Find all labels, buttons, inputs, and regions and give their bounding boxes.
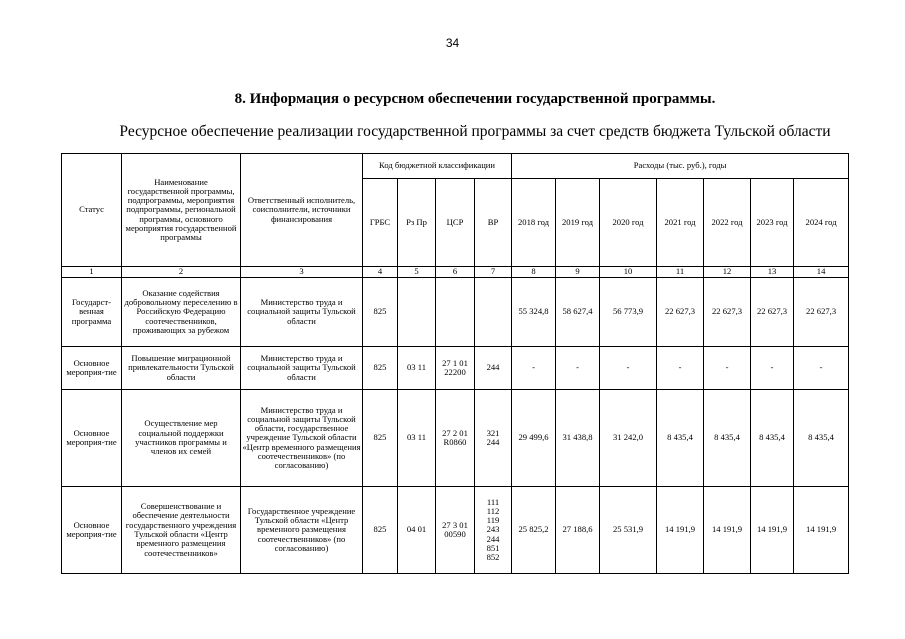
vr-line: 119 xyxy=(486,515,500,526)
vr-line: 243 xyxy=(486,524,500,535)
csr-line: 22200 xyxy=(444,367,466,377)
cell-value: - xyxy=(657,347,704,390)
column-number: 10 xyxy=(600,267,657,278)
cell-grbs: 825 xyxy=(363,347,398,390)
header-year: 2024 год xyxy=(794,179,849,267)
header-year: 2018 год xyxy=(512,179,556,267)
column-number: 6 xyxy=(436,267,475,278)
cell-status: Основное мероприя-тие xyxy=(62,347,122,390)
column-number: 7 xyxy=(475,267,512,278)
section-title: 8. Информация о ресурсном обеспечении государственной программы. xyxy=(234,91,716,107)
column-number: 8 xyxy=(512,267,556,278)
header-year: 2022 год xyxy=(704,179,751,267)
cell-value: 27 188,6 xyxy=(556,487,600,574)
page-number: 34 xyxy=(445,36,460,50)
header-year: 2020 год xyxy=(600,179,657,267)
csr-line: R0860 xyxy=(443,437,467,447)
vr-line: 112 xyxy=(486,505,500,516)
cell-vr xyxy=(475,278,512,347)
csr-line: 00590 xyxy=(444,529,466,539)
column-number-row xyxy=(62,267,849,278)
cell-value: 29 499,6 xyxy=(512,390,556,487)
header-name: Наименование государственной программы, подпрограммы, мероприятия подпрограммы, региональной программы, основного мероприятия государственной программы xyxy=(122,154,241,267)
cell-vr xyxy=(475,487,512,574)
cell-value: 14 191,9 xyxy=(657,487,704,574)
cell-value: - xyxy=(704,347,751,390)
cell-value: - xyxy=(556,347,600,390)
cell-value: 14 191,9 xyxy=(751,487,794,574)
csr-line: 27 2 01 xyxy=(442,427,468,438)
header-code-group: Код бюджетной классификации xyxy=(363,154,512,179)
cell-csr xyxy=(436,390,475,487)
column-number: 2 xyxy=(122,267,241,278)
resource-table xyxy=(61,153,849,574)
cell-vr xyxy=(475,390,512,487)
header-year: 2021 год xyxy=(657,179,704,267)
cell-value: 25 531,9 xyxy=(600,487,657,574)
column-number: 14 xyxy=(794,267,849,278)
cell-value: 8 435,4 xyxy=(751,390,794,487)
column-number: 4 xyxy=(363,267,398,278)
cell-status: Основное мероприя-тие xyxy=(62,390,122,487)
cell-value: - xyxy=(512,347,556,390)
header-row-1 xyxy=(62,154,849,179)
csr-line: 27 1 01 xyxy=(442,357,468,368)
cell-value: 55 324,8 xyxy=(512,278,556,347)
cell-value: 8 435,4 xyxy=(704,390,751,487)
header-expenses-group: Расходы (тыс. руб.), годы xyxy=(512,154,849,179)
cell-name: Оказание содействия добровольному переселению в Российскую Федерацию соотечественников, проживающих за рубежом xyxy=(122,278,241,347)
cell-value: 14 191,9 xyxy=(704,487,751,574)
cell-name: Повышение миграционной привлекательности Тульской области xyxy=(122,347,241,390)
cell-grbs: 825 xyxy=(363,487,398,574)
header-year: 2019 год xyxy=(556,179,600,267)
cell-value: 56 773,9 xyxy=(600,278,657,347)
cell-value: - xyxy=(600,347,657,390)
cell-value: 22 627,3 xyxy=(657,278,704,347)
vr-line: 111 xyxy=(486,496,500,507)
cell-csr xyxy=(436,487,475,574)
vr-line: 244 xyxy=(486,437,500,447)
table-row xyxy=(62,390,849,487)
header-status: Статус xyxy=(62,154,122,267)
column-number: 1 xyxy=(62,267,122,278)
column-number: 9 xyxy=(556,267,600,278)
cell-executor: Министерство труда и социальной защиты Тульской области xyxy=(241,347,363,390)
header-vr: ВР xyxy=(475,179,512,267)
cell-value: 31 242,0 xyxy=(600,390,657,487)
cell-status: Государст-венная программа xyxy=(62,278,122,347)
column-number: 12 xyxy=(704,267,751,278)
cell-grbs: 825 xyxy=(363,390,398,487)
cell-value: 22 627,3 xyxy=(704,278,751,347)
cell-value: 22 627,3 xyxy=(751,278,794,347)
header-csr: ЦСР xyxy=(436,179,475,267)
cell-value: 8 435,4 xyxy=(794,390,849,487)
header-rzpr: Рз Пр xyxy=(398,179,436,267)
header-executor: Ответственный исполнитель, соисполнители, источники финансирования xyxy=(241,154,363,267)
cell-executor: Министерство труда и социальной защиты Тульской области xyxy=(241,278,363,347)
cell-grbs: 825 xyxy=(363,278,398,347)
cell-status: Основное мероприя-тие xyxy=(62,487,122,574)
column-number: 3 xyxy=(241,267,363,278)
header-year: 2023 год xyxy=(751,179,794,267)
vr-line: 851 xyxy=(486,542,500,553)
vr-line: 244 xyxy=(486,362,500,373)
table-row xyxy=(62,487,849,574)
cell-name: Совершенствование и обеспечение деятельности государственного учреждения Тульской области «Центр временного размещения соотечественников» xyxy=(122,487,241,574)
cell-value: 25 825,2 xyxy=(512,487,556,574)
cell-rzpr: 03 11 xyxy=(398,390,436,487)
table-row xyxy=(62,278,849,347)
cell-csr xyxy=(436,347,475,390)
vr-line: 321 xyxy=(486,427,500,438)
vr-line: 244 xyxy=(486,533,500,544)
csr-line: 27 3 01 xyxy=(442,519,468,530)
table-row xyxy=(62,347,849,390)
cell-value: 14 191,9 xyxy=(794,487,849,574)
cell-rzpr: 03 11 xyxy=(398,347,436,390)
vr-line: 852 xyxy=(486,552,500,563)
cell-csr xyxy=(436,278,475,347)
cell-value: - xyxy=(794,347,849,390)
cell-vr xyxy=(475,347,512,390)
cell-value: 22 627,3 xyxy=(794,278,849,347)
cell-value: - xyxy=(751,347,794,390)
column-number: 11 xyxy=(657,267,704,278)
cell-executor: Министерство труда и социальной защиты Тульской области, государственное учреждение Тульской области «Центр временного размещения соотечественников» (по согласованию) xyxy=(241,390,363,487)
column-number: 5 xyxy=(398,267,436,278)
cell-value: 58 627,4 xyxy=(556,278,600,347)
table-subtitle: Ресурсное обеспечение реализации государственной программы за счет средств бюджета Тульской области xyxy=(119,123,831,140)
cell-value: 8 435,4 xyxy=(657,390,704,487)
cell-name: Осуществление мер социальной поддержки участников программы и членов их семей xyxy=(122,390,241,487)
header-grbs: ГРБС xyxy=(363,179,398,267)
column-number: 13 xyxy=(751,267,794,278)
cell-rzpr: 04 01 xyxy=(398,487,436,574)
cell-rzpr xyxy=(398,278,436,347)
cell-value: 31 438,8 xyxy=(556,390,600,487)
cell-executor: Государственное учреждение Тульской области «Центр временного размещения соотечественников» (по согласованию) xyxy=(241,487,363,574)
